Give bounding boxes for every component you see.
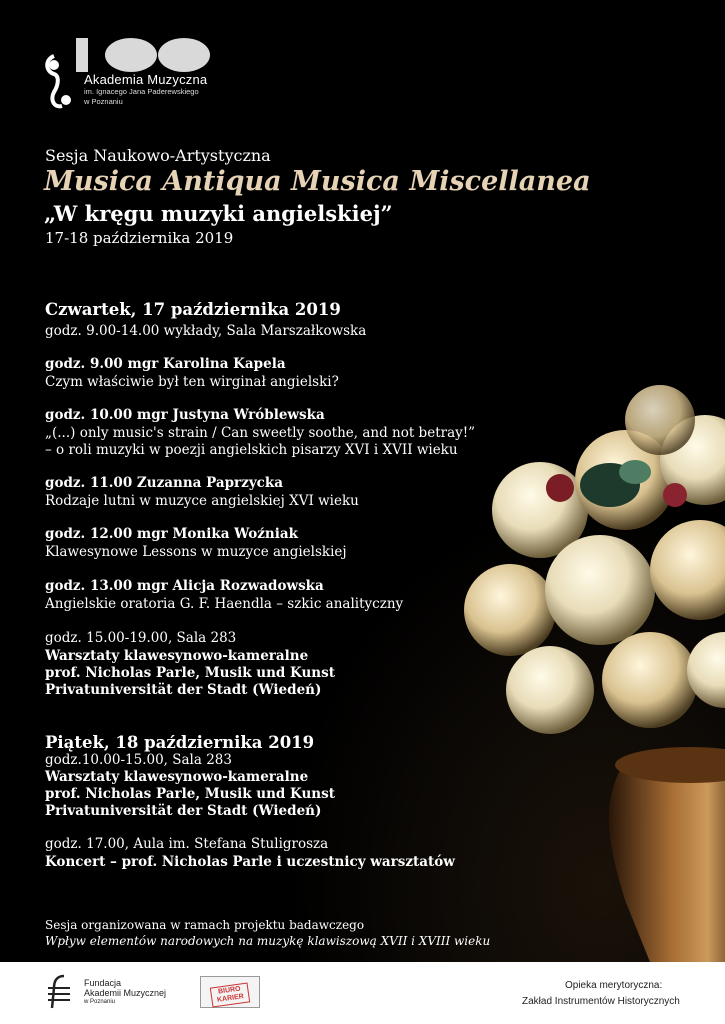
talk-speaker: godz. 12.00 mgr Monika Woźniak xyxy=(45,526,298,542)
fundacja-name: Akademii Muzycznej xyxy=(84,988,167,998)
logo-subtitle: im. Ignacego Jana Paderewskiego xyxy=(84,87,199,96)
talk-title: Klawesynowe Lessons w muzyce angielskiej xyxy=(45,544,347,560)
friday-heading: Piątek, 18 października 2019 xyxy=(45,733,315,752)
workshop-line: Warsztaty klawesynowo-kameralne xyxy=(45,648,309,664)
fundacja-label: Fundacja xyxy=(84,978,122,988)
talk-speaker: godz. 9.00 mgr Karolina Kapela xyxy=(45,356,286,372)
session-label: Sesja Naukowo-Artystyczna xyxy=(45,146,271,165)
talk-title: Czym właściwie był ten wirginał angielski? xyxy=(45,374,339,390)
talk-title: „(...) only music's strain / Can sweetly soothe, and not betray!” xyxy=(45,425,476,441)
talk-title: Angielskie oratoria G. F. Haendla – szkic analityczny xyxy=(45,596,404,612)
clef-icon xyxy=(42,52,74,112)
opieka-name: Zakład Instrumentów Historycznych xyxy=(522,996,680,1007)
logo-text xyxy=(84,72,207,107)
talk-speaker: godz. 10.00 mgr Justyna Wróblewska xyxy=(45,407,325,423)
concert-time: godz. 17.00, Aula im. Stefana Stuligrosza xyxy=(45,836,329,852)
opieka-label: Opieka merytoryczna: xyxy=(565,980,663,991)
workshop-line: prof. Nicholas Parle, Musik und Kunst xyxy=(45,665,335,681)
friday-time: godz.10.00-15.00, Sala 283 xyxy=(45,752,232,768)
thursday-heading: Czwartek, 17 października 2019 xyxy=(45,300,341,319)
event-dates: 17-18 października 2019 xyxy=(45,229,234,247)
fundacja-logo-icon xyxy=(44,974,74,1010)
talk-speaker: godz. 11.00 Zuzanna Paprzycka xyxy=(45,475,284,491)
event-subtitle: „W kręgu muzyki angielskiej” xyxy=(44,201,393,226)
workshop-line: prof. Nicholas Parle, Musik und Kunst xyxy=(45,786,335,802)
fundacja-city: w Poznaniu xyxy=(84,999,116,1005)
concert-title: Koncert – prof. Nicholas Parle i uczestnicy warsztatów xyxy=(45,854,455,870)
workshop-line: Privatuniversität der Stadt (Wiedeń) xyxy=(45,803,322,819)
logo-name: Akademia Muzyczna xyxy=(84,72,208,87)
rose-bouquet-image xyxy=(450,380,725,962)
workshop-time: godz. 15.00-19.00, Sala 283 xyxy=(45,630,237,646)
talk-title: – o roli muzyki w poezji angielskich pisarzy XVI i XVII wieku xyxy=(45,442,458,458)
talk-title: Rodzaje lutni w muzyce angielskiej XVI wieku xyxy=(45,493,359,509)
biuro-karier-stamp: BIURO KARIER xyxy=(210,982,250,1007)
thursday-info: godz. 9.00-14.00 wykłady, Sala Marszałkowska xyxy=(45,323,367,339)
logo-100-icon xyxy=(76,38,212,72)
footer xyxy=(0,962,725,1024)
workshop-line: Privatuniversität der Stadt (Wiedeń) xyxy=(45,682,322,698)
logo-city: w Poznaniu xyxy=(84,97,123,106)
project-note: Sesja organizowana w ramach projektu badawczego xyxy=(45,918,365,932)
biuro-karier-logo xyxy=(200,976,260,1008)
project-title: Wpływ elementów narodowych na muzykę klawiszową XVII i XVIII wieku xyxy=(45,934,491,948)
workshop-line: Warsztaty klawesynowo-kameralne xyxy=(45,769,309,785)
talk-speaker: godz. 13.00 mgr Alicja Rozwadowska xyxy=(45,578,324,594)
event-title: Musica Antiqua Musica Miscellanea xyxy=(44,166,591,197)
